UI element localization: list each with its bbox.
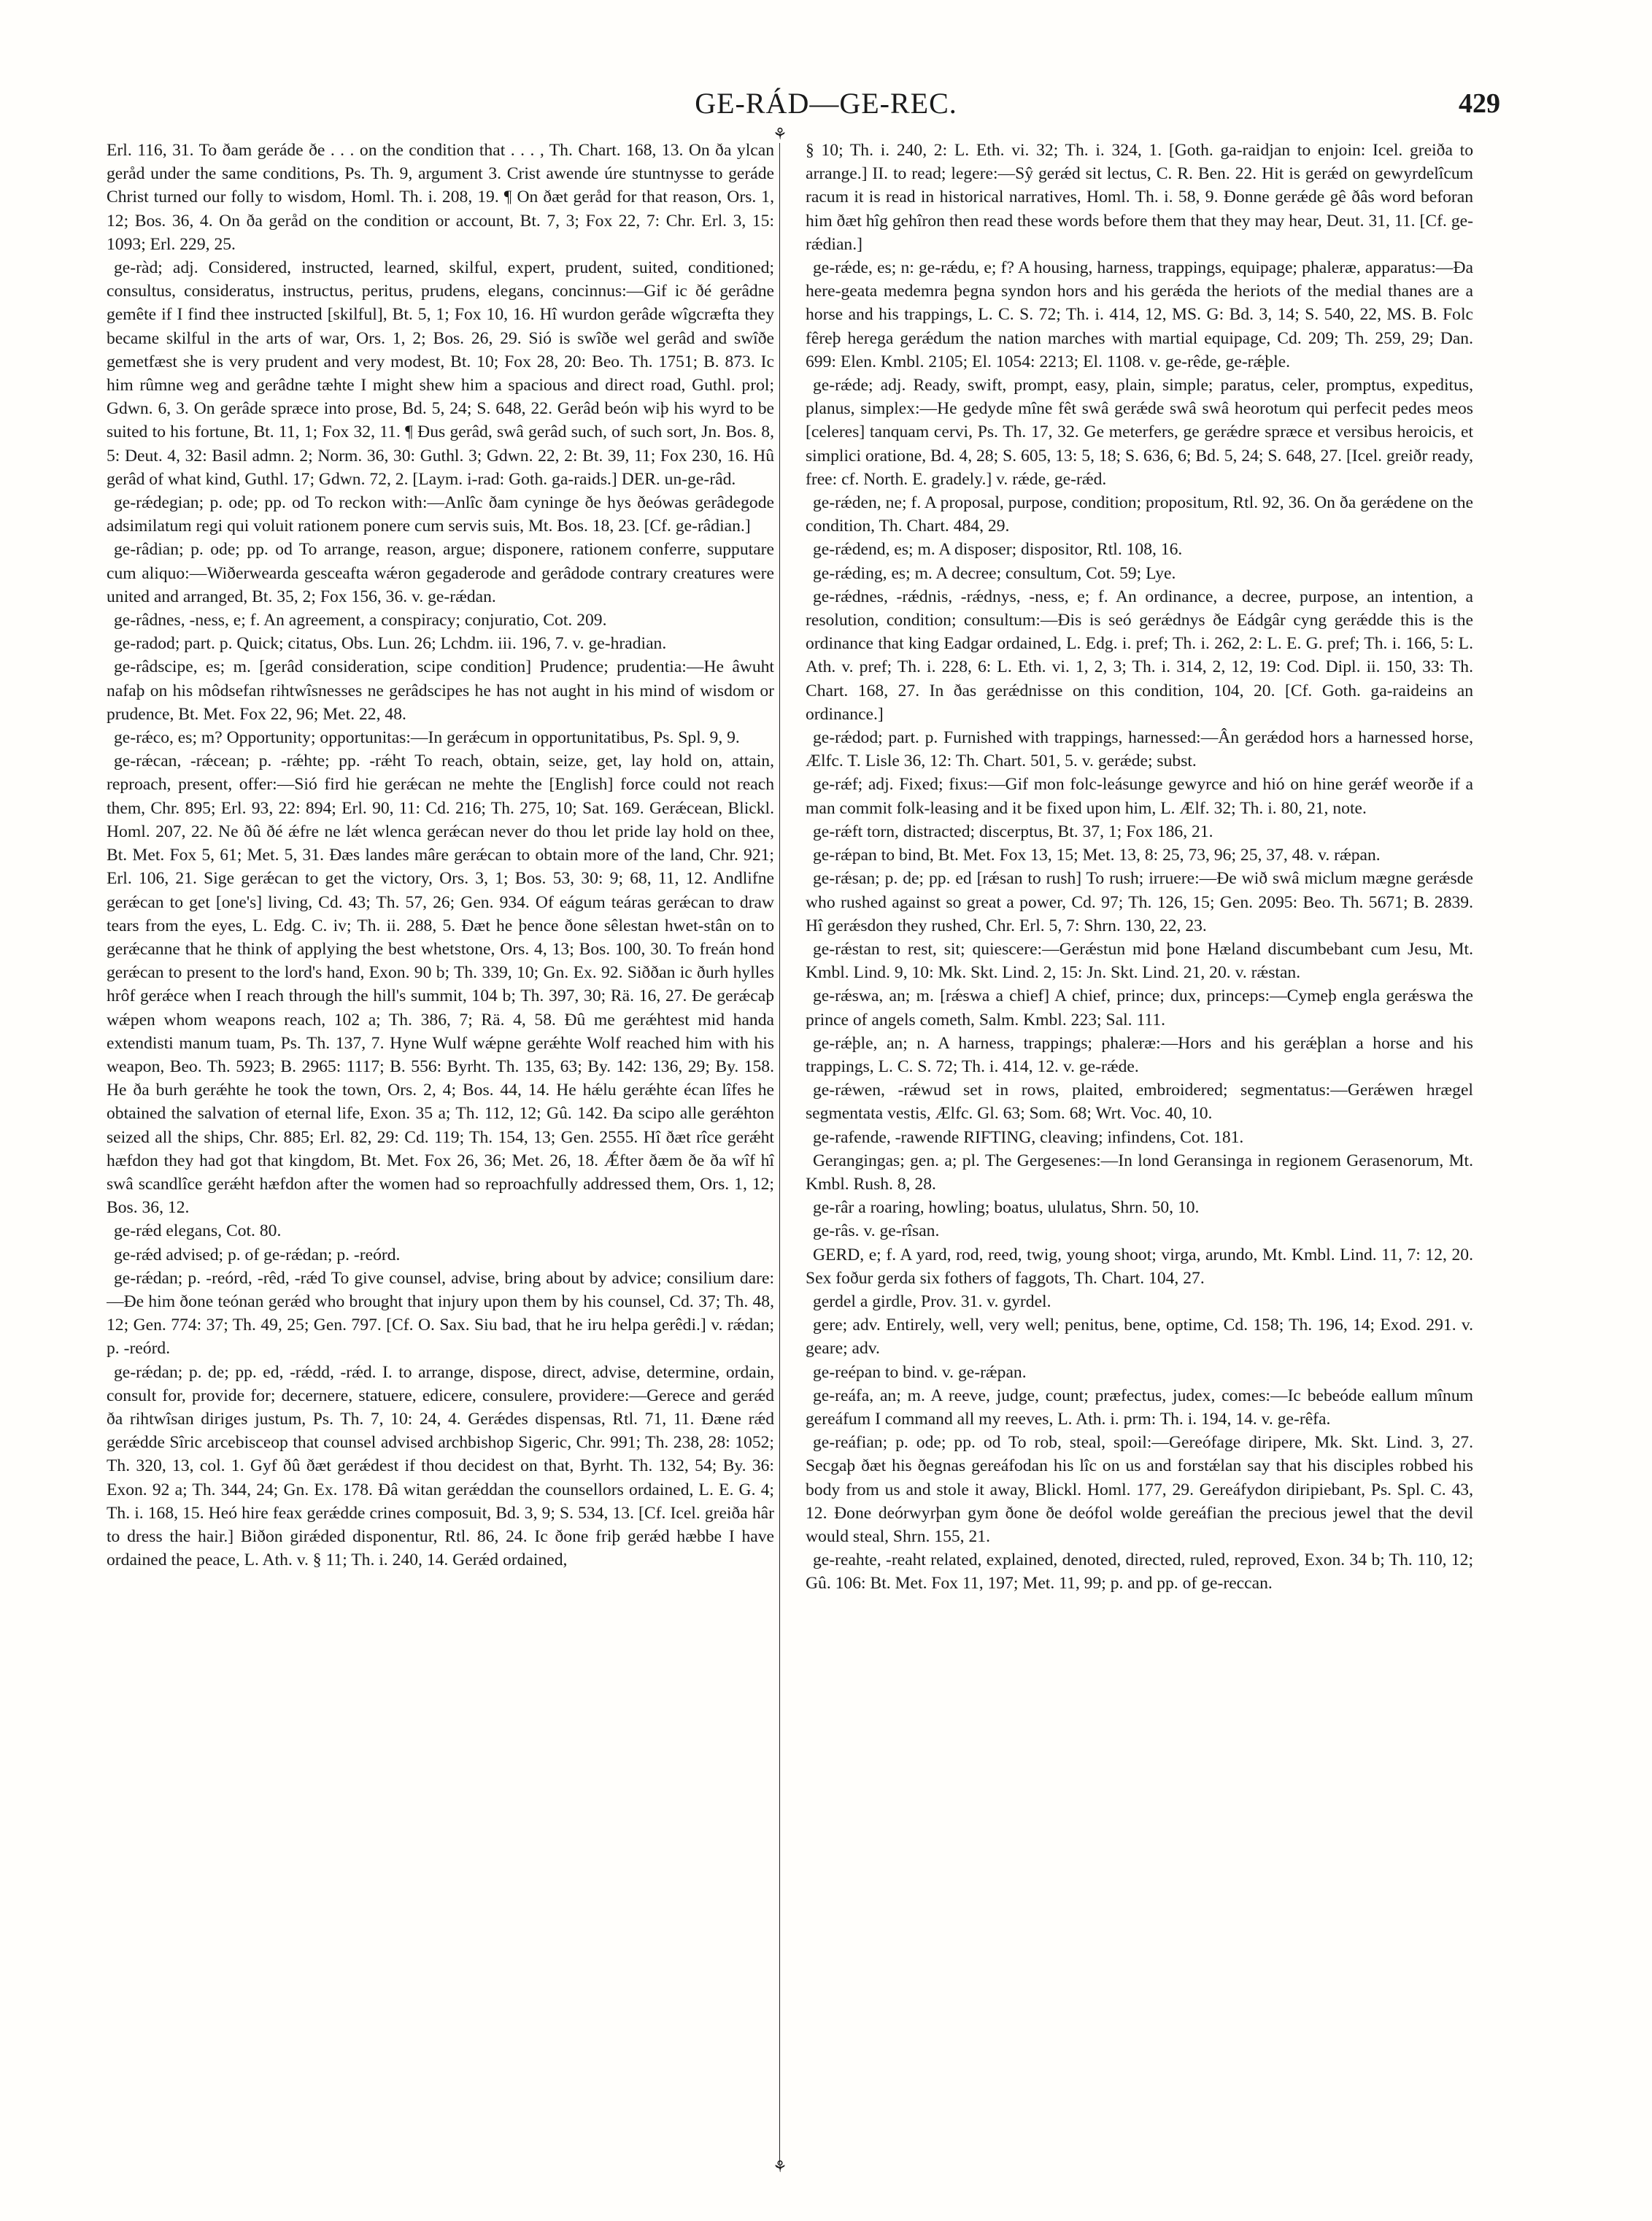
dictionary-entry: ge-rǽpan to bind, Bt. Met. Fox 13, 15; Met. 13, 8: 25, 73, 96; 25, 37, 48. v. rǽpan. <box>813 846 1381 865</box>
dictionary-entry: ge-rǽdnes, -rǽdnis, -rǽdnys, -ness, e; f. An ordinance, a decree, purpose, an intention, a resolution, condition; consultum:—Ðis is seó gerǽdnys ðe Eádgâr cyng gerǽdde this is the ordinance that king Eadgar ordained, L. Edg. i. pref; Th. i. 262, 2: L. E. G. pref; Th. i. 166, 5: L. Ath. v. pref; Th. i. 228, 6: L. Eth. vi. 1, 2, 3; Th. i. 314, 2, 12, 19: Cod. Dipl. ii. 150, 33: Th. Chart. 168, 27. In ðas gerǽdnisse on this condition, 104, 20. [Cf. Goth. ga-raideins an ordinance.] <box>806 587 1473 724</box>
dictionary-entry: ge-ràd; adj. Considered, instructed, learned, skilful, expert, prudent, suited, conditioned; consultus, consideratus, instructus, peritus, prudens, elegans, concinnus:—Gif ic ðé gerâdne gemête if I find thee instructed [skilful], Bt. 5, 1; Fox 10, 16. Hî wurdon gerâde wîgcræfta they became skilful in the arts of war, Ors. 1, 2; Bos. 26, 29. Sió is swîðe wel gerâd and swîðe gemetfæst she is very prudent and very modest, Bt. 10; Fox 28, 20: Beo. Th. 1751; B. 873. Ic him rûmne weg and gerâdne tæhte I might shew him a spacious and direct road, Guthl. prol; Gdwn. 6, 3. On gerâde spræce into prose, Bd. 5, 24; S. 648, 22. Gerâd beón wiþ his wyrd to be suited to his fortune, Bt. 11, 1; Fox 32, 11. ¶ Ðus gerâd, swâ gerâd such, of such sort, Jn. Bos. 8, 5: Deut. 4, 32: Basil admn. 2; Norm. 36, 30: Guthl. 3; Gdwn. 22, 2: Bt. 39, 11; Fox 230, 16. Hû gerâd of what kind, Guthl. 17; Gdwn. 72, 2. [Laym. i-rad: Goth. ga-raids.] DER. un-ge-râd. <box>107 258 774 489</box>
dictionary-entry: ge-rǽwen, -rǽwud set in rows, plaited, embroidered; segmentatus:—Gerǽwen hrægel segmentata vestis, Ælfc. Gl. 63; Som. 68; Wrt. Voc. 40, 10. <box>806 1081 1473 1124</box>
dictionary-entry: ge-rǽdan; p. de; pp. ed, -rǽdd, -rǽd. I. to arrange, dispose, direct, advise, determine, ordain, consult for, provide for; decernere, statuere, edicere, consulere, providere:—Gerece and gerǽd ða rihtwîsan diriges justum, Ps. Th. 7, 10: 24, 4. Gerǽdes dispensas, Rtl. 71, 11. Ðæne rǽd gerǽdde Sîric arcebisceop that counsel advised archbishop Sigeric, Chr. 991; Th. 238, 28: 1052; Th. 320, 13, col. 1. Gyf ðû ðæt gerǽdest if thou decidest on that, Byrht. Th. 132, 54; By. 36: Exon. 92 a; Th. 344, 24; Gn. Ex. 178. Ðâ witan gerǽddan the counsellors ordained, L. E. G. 4; Th. i. 168, 15. Heó hire feax gerǽdde crines composuit, Bd. 3, 9; S. 534, 13. [Cf. Icel. greiða hâr to dress the hair.] Biðon girǽded disponentur, Rtl. 86, 24. Ic ðone friþ gerǽd hæbbe I have ordained the peace, L. Ath. v. § 11; Th. i. 240, 14. Gerǽd ordained, <box>107 1362 774 1570</box>
dictionary-entry: ge-râs. v. ge-rîsan. <box>813 1221 940 1241</box>
dictionary-entry: GERD, e; f. A yard, rod, reed, twig, young shoot; virga, arundo, Mt. Kmbl. Lind. 11, 7: 12, 20. Sex foður gerda six fothers of faggots, Th. Chart. 104, 27. <box>806 1245 1473 1288</box>
dictionary-entry: ge-rǽf; adj. Fixed; fixus:—Gif mon folc-leásunge gewyrce and hió on hine gerǽf weorðe if a man commit folk-leasing and it be fixed upon him, L. Ælf. 32; Th. i. 80, 21, note. <box>806 775 1473 818</box>
dictionary-entry: gerdel a girdle, Prov. 31. v. gyrdel. <box>813 1291 1051 1311</box>
dictionary-entry: ge-râdscipe, es; m. [gerâd consideration, scipe condition] Prudence; prudentia:—He âwuht nafaþ on his môdsefan rihtwîsnesses ne gerâdscipes he has not aught in his mind of wisdom or prudence, Bt. Met. Fox 22, 96; Met. 22, 48. <box>107 657 774 724</box>
dictionary-entry: ge-rǽd advised; p. of ge-rǽdan; p. -reórd. <box>114 1245 401 1264</box>
dictionary-entry: ge-reáfian; p. ode; pp. od To rob, steal, spoil:—Gereófage diripere, Mk. Skt. Lind. 3, 27. Secgaþ ðæt his ðegnas gereáfodan his lîc on us and forstǽlan say that his disciples robbed his body from us and stole it away, Blickl. Homl. 177, 29. Gereáfydon diripiebant, Ps. Spl. C. 43, 12. Ðone deórwyrþan gym ðone ðe deófol wolde gereáfian the precious jewel that the devil would steal, Shrn. 155, 21. <box>806 1433 1473 1546</box>
running-title: GE-RÁD—GE-REC. <box>695 87 957 120</box>
dictionary-entry: ge-râdnes, -ness, e; f. An agreement, a conspiracy; conjuratio, Cot. 209. <box>114 611 607 630</box>
dictionary-entry: ge-rǽstan to rest, sit; quiescere:—Gerǽstun mid þone Hæland discumbebant cum Jesu, Mt. Kmbl. Lind. 9, 10: Mk. Skt. Lind. 2, 15: Jn. Skt. Lind. 21, 20. v. rǽstan. <box>806 939 1473 983</box>
dictionary-entry: ge-rǽþle, an; n. A harness, trappings; phaleræ:—Hors and his gerǽþlan a horse and his trappings, L. C. S. 72; Th. i. 414, 12. v. ge-rǽde. <box>806 1033 1473 1076</box>
dictionary-entry: ge-rǽcan, -rǽcean; p. -rǽhte; pp. -rǽht To reach, obtain, seize, get, lay hold on, attain, reproach, present, offer:—Sió fird hie gerǽcan ne mehte the [English] force could not reach them, Chr. 895; Erl. 93, 22: 894; Erl. 90, 11: Cd. 216; Th. 275, 10; Sat. 169. Gerǽcean, Blickl. Homl. 207, 22. Ne ðû ðé ǽfre ne lǽt wlenca gerǽcan never do thou let pride lay hold on thee, Bt. Met. Fox 5, 61; Met. 5, 31. Ðæs landes mâre gerǽcan to obtain more of the land, Chr. 921; Erl. 106, 21. Sige gerǽcan to get the victory, Ors. 3, 1; Bos. 53, 30: 9; 68, 11, 12. Andlifne gerǽcan to get [one's] living, Cd. 43; Th. 57, 26; Gen. 934. Of eágum teáras gerǽcan to draw tears from the eyes, L. Edg. C. iv; Th. ii. 288, 5. Ðæt he þence ðone sêlestan hwet-stân on to gerǽcanne that he think of applying the best whetstone, Ors. 4, 13; Bos. 100, 30. To freán hond gerǽcan to present to the lord's hand, Exon. 90 b; Th. 339, 10; Gn. Ex. 92. Siððan ic ðurh hylles hrôf gerǽce when I reach through the hill's summit, 104 b; Th. 397, 30; Rä. 16, 27. Ðe gerǽcaþ wǽpen whom weapons reach, 102 a; Th. 386, 7; Rä. 4, 58. Ðû me gerǽhtest mid handa extendisti manum tuam, Ps. Th. 137, 7. Hyne Wulf wǽpne gerǽhte Wolf reached him with his weapon, Beo. Th. 5923; B. 2965: 1117; B. 556: Byrht. Th. 135, 63; By. 142: 136, 29; By. 158. He ða burh gerǽhte he took the town, Ors. 2, 4; Bos. 44, 14. He hǽlu gerǽhte écan lîfes he obtained the salvation of eternal life, Exon. 35 a; Th. 112, 12; Gû. 142. Ða scipo alle gerǽhton seized all the ships, Chr. 885; Erl. 82, 29: Cd. 119; Th. 154, 13; Gen. 2555. Hî ðæt rîce gerǽht hæfdon they had got that kingdom, Bt. Met. Fox 26, 36; Met. 26, 18. Ǽfter ðæm ðe ða wîf hî swâ scandlîce gerǽht hæfdon after the women had so reproachfully addressed them, Ors. 1, 12; Bos. 36, 12. <box>107 752 774 1218</box>
dictionary-entry: ge-rǽde; adj. Ready, swift, prompt, easy, plain, simple; paratus, celer, promptus, expeditus, planus, simplex:—He gedyde mîne fêt swâ gerǽde swâ swâ heorotum qui perfecit pedes meos [celeres] tanquam cervi, Ps. Th. 17, 32. Ge meterfers, ge gerǽdre spræce et versibus heroicis, et simplici oratione, Bd. 4, 28; S. 605, 13: 5, 18; S. 636, 6; Bd. 5, 24; S. 648, 27. [Icel. greiðr ready, free: cf. North. E. gradely.] v. rǽde, ge-rǽd. <box>806 376 1473 489</box>
dictionary-entry: ge-râr a roaring, howling; boatus, ululatus, Shrn. 50, 10. <box>813 1198 1200 1218</box>
dictionary-entry: ge-rǽding, es; m. A decree; consultum, Cot. 59; Lye. <box>813 563 1176 583</box>
dictionary-entry: ge-rǽdan; p. -reórd, -rêd, -rǽd To give counsel, advise, bring about by advice; consilium dare:—Ðe him ðone teónan gerǽd who brought that injury upon them by his counsel, Cd. 37; Th. 48, 12; Gen. 774: 37; Th. 49, 25; Gen. 797. [Cf. O. Sax. Siu bad, that he iru helpa gerêdi.] v. rǽdan; p. -reórd. <box>107 1268 774 1359</box>
column-divider <box>779 143 780 2164</box>
running-head <box>0 86 1652 130</box>
entry-continuation: § 10; Th. i. 240, 2: L. Eth. vi. 32; Th. i. 324, 1. [Goth. ga-raidjan to enjoin: Icel. greiða to arrange.] II. to read; legere:—Sŷ gerǽd sit lectus, C. R. Ben. 22. Hit is gerǽd on gewyrdelîcum racum it is read in historical narratives, Homl. Th. i. 58, 9. Ðonne gerǽde gê ðâs word beforan him ðæt hîg gehîron then read these words before them that they may hear, Deut. 31, 11. [Cf. ge-rǽdian.] <box>806 141 1473 254</box>
dictionary-entry: ge-rǽdod; part. p. Furnished with trappings, harnessed:—Ân gerǽdod hors a harnessed horse, Ælfc. T. Lisle 36, 12: Th. Chart. 501, 5. v. gerǽde; subst. <box>806 728 1473 771</box>
right-column <box>806 139 1473 2182</box>
dictionary-entry: ge-rǽft torn, distracted; discerptus, Bt. 37, 1; Fox 186, 21. <box>813 822 1213 841</box>
dictionary-entry: ge-reáfa, an; m. A reeve, judge, count; præfectus, judex, comes:—Ic bebeóde eallum mînum gereáfum I command all my reeves, L. Ath. i. prm: Th. i. 194, 14. v. ge-rêfa. <box>806 1386 1473 1429</box>
dictionary-entry: ge-radod; part. p. Quick; citatus, Obs. Lun. 26; Lchdm. iii. 196, 7. v. ge-hradian. <box>114 634 667 654</box>
dictionary-entry: ge-rǽdend, es; m. A disposer; dispositor, Rtl. 108, 16. <box>813 540 1183 560</box>
dictionary-entry: ge-rǽco, es; m? Opportunity; opportunitas:—In gerǽcum in opportunitatibus, Ps. Spl. 9, 9. <box>114 728 740 748</box>
dictionary-entry: Gerangingas; gen. a; pl. The Gergesenes:—In lond Geransinga in regionem Gerasenorum, Mt. Kmbl. Rush. 8, 28. <box>806 1151 1473 1194</box>
page-number: 429 <box>1459 88 1500 119</box>
dictionary-entry: ge-rǽswa, an; m. [rǽswa a chief] A chief, prince; dux, princeps:—Cymeþ engla gerǽswa the prince of angels cometh, Salm. Kmbl. 223; Sal. 111. <box>806 986 1473 1030</box>
left-column <box>107 139 774 2182</box>
column-divider-ornament-bottom: ⚘ <box>773 2158 787 2176</box>
dictionary-entry: ge-rǽde, es; n: ge-rǽdu, e; f? A housing, harness, trappings, equipage; phaleræ, apparatus:—Ða here-geata medemra þegna syndon hors and his gerǽda the heriots of the medial thanes are a horse and his trappings, L. C. S. 72; Th. i. 414, 12, MS. G: Bd. 3, 14; S. 540, 22, MS. B. Folc fêreþ herega gerǽdum the nation marches with martial equipage, Cd. 209; Th. 259, 29; Dan. 699: Elen. Kmbl. 2105; El. 1054: 2213; El. 1108. v. ge-rêde, ge-rǽþle. <box>806 258 1473 371</box>
dictionary-entry: ge-rǽdegian; p. ode; pp. od To reckon with:—Anlîc ðam cyninge ðe hys ðeówas gerâdegode adsimilatum regi qui voluit rationem ponere cum servis suis, Mt. Bos. 18, 23. [Cf. ge-râdian.] <box>107 493 774 536</box>
dictionary-entry: ge-rǽden, ne; f. A proposal, purpose, condition; propositum, Rtl. 92, 36. On ða gerǽdene on the condition, Th. Chart. 484, 29. <box>806 493 1473 536</box>
dictionary-entry: ge-reépan to bind. v. ge-rǽpan. <box>813 1362 1027 1382</box>
dictionary-entry: gere; adv. Entirely, well, very well; penitus, bene, optime, Cd. 158; Th. 196, 14; Exod. 291. v. geare; adv. <box>806 1316 1473 1359</box>
dictionary-entry: ge-reahte, -reaht related, explained, denoted, directed, ruled, reproved, Exon. 34 b; Th. 110, 12; Gû. 106: Bt. Met. Fox 11, 197; Met. 11, 99; p. and pp. of ge-reccan. <box>806 1550 1473 1594</box>
dictionary-entry: ge-rǽd elegans, Cot. 80. <box>114 1221 282 1241</box>
dictionary-entry: ge-rǽsan; p. de; pp. ed [rǽsan to rush] To rush; irruere:—Ðe wið swâ miclum mægne gerǽsde who rushed against so great a power, Cd. 97; Th. 126, 15; Gen. 2095: Beo. Th. 5671; B. 2839. Hî gerǽsdon they rushed, Chr. Erl. 5, 7: Shrn. 130, 22, 23. <box>806 869 1473 935</box>
column-divider-ornament-top: ⚘ <box>773 125 787 144</box>
dictionary-entry: ge-râdian; p. ode; pp. od To arrange, reason, argue; disponere, rationem conferre, supputare cum aliquo:—Wiðerwearda gesceafta wǽron gegaderode and gerâdode contrary creatures were united and arranged, Bt. 35, 2; Fox 156, 36. v. ge-rǽdan. <box>107 540 774 606</box>
dictionary-entry: ge-rafende, -rawende RIFTING, cleaving; infindens, Cot. 181. <box>813 1127 1244 1147</box>
entry-continuation: Erl. 116, 31. To ðam geráde ðe . . . on the condition that . . . , Th. Chart. 168, 13. On ða ylcan geråd under the same conditions, Ps. Th. 9, argument 3. Crist awende úre stuntnysse to geráde Christ turned our folly to wisdom, Homl. Th. i. 208, 19. ¶ On ðæt geråd for that reason, Ors. 1, 12; Bos. 36, 4. On ða geråd on the condition or account, Bt. 7, 3; Fox 22, 7: Chr. Erl. 3, 15: 1093; Erl. 229, 25. <box>107 141 774 254</box>
